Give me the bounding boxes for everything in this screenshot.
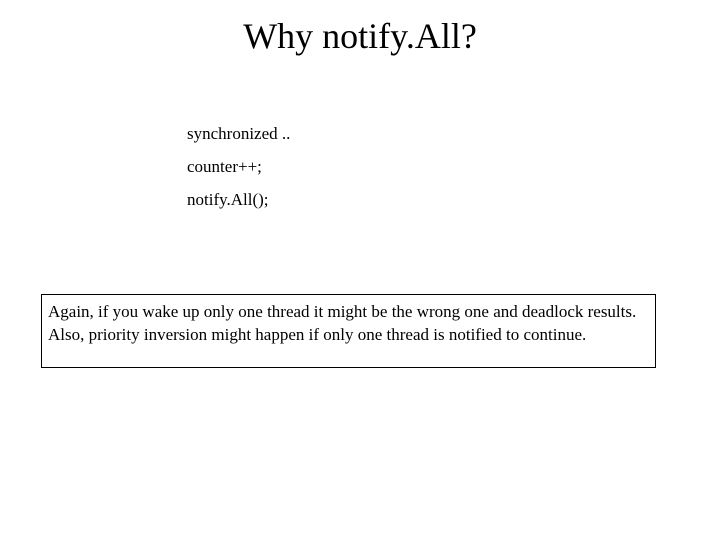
code-line-notify-all: notify.All();	[187, 190, 269, 209]
code-line-synchronized: synchronized ..	[187, 124, 291, 143]
slide-title: Why notify.All?	[243, 16, 477, 56]
code-line-counter: counter++;	[187, 157, 262, 176]
note-box: Again, if you wake up only one thread it might be the wrong one and deadlock results. Also, priority inversion might happen if only one thread is notified to continue.	[41, 294, 656, 368]
